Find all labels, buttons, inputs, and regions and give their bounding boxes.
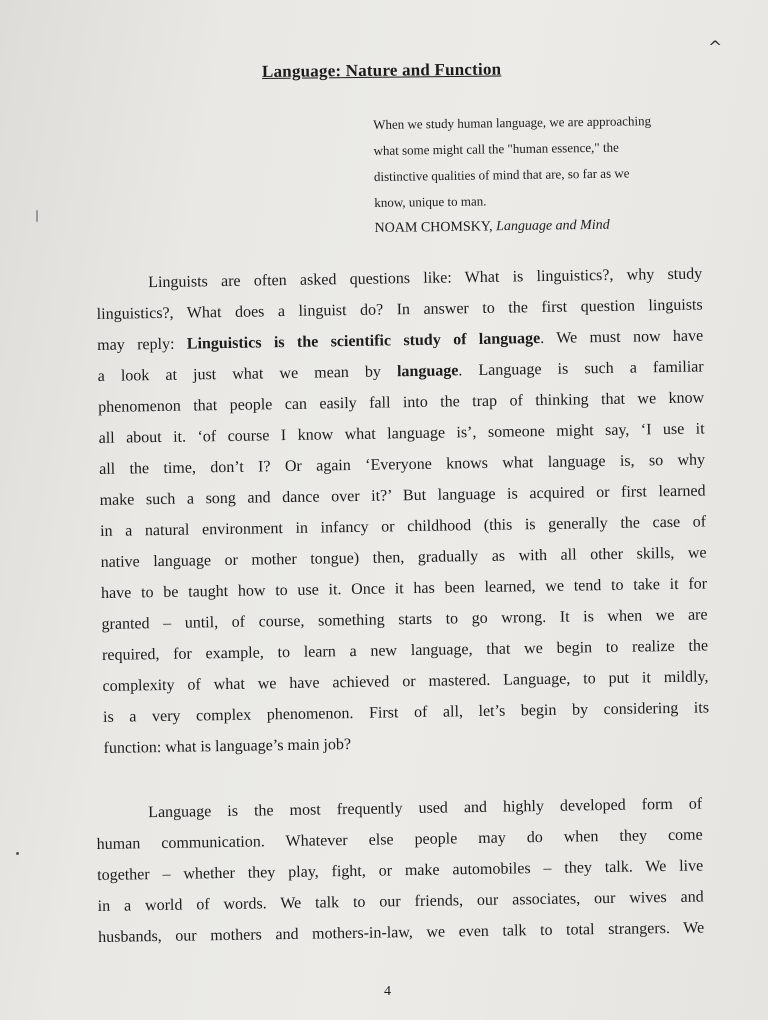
chapter-title: Language: Nature and Function [261, 59, 502, 81]
epigraph-line: what some might call the "human essence," the [373, 139, 619, 158]
text-line: have to be taught how to use it. Once it has been learned, we tend to take it for [100, 575, 708, 602]
epigraph-line: distinctive qualities of mind that are, so far as we [373, 165, 630, 184]
text-line: required, for example, to learn a new language, that we begin to realize the [101, 637, 709, 664]
epigraph-author: NOAM CHOMSKY, [374, 219, 493, 236]
handwritten-margin-mark: ^ [708, 38, 723, 58]
text-line: in a world of words. We talk to our friends, our associates, our wives and [97, 888, 704, 915]
page-number: 4 [384, 984, 391, 999]
text-line: function: what is language’s main job? [103, 736, 352, 757]
text-line: native language or mother tongue) then, gradually as with all other skills, we [100, 544, 707, 571]
paper-speck [36, 210, 38, 222]
text-line: complexity of what we have achieved or mastered. Language, to put it mildly, [102, 668, 709, 695]
paragraph-1 [96, 258, 710, 763]
text-line: human communication. Whatever else people may do when they come [96, 826, 703, 853]
paper-speck [16, 852, 19, 855]
text-run: . Language is such a familiar [458, 358, 704, 380]
paragraph-2 [96, 788, 704, 952]
text-line: together – whether they play, fight, or make automobiles – they talk. We live [97, 857, 704, 884]
epigraph [373, 108, 695, 242]
text-line: is a very complex phenomenon. First of all, let’s begin by considering its [102, 699, 710, 726]
text-line: granted – until, of course, something starts to go wrong. It is when we are [101, 606, 708, 633]
text-line: husbands, our mothers and mothers-in-law, we even talk to total strangers. We [98, 919, 705, 946]
text-run: may reply: [97, 335, 187, 354]
text-line: make such a song and dance over it?’ But language is acquired or first learned [99, 482, 706, 509]
epigraph-line: know, unique to man. [374, 193, 487, 210]
text-line: all about it. ‘of course I know what language is’, someone might say, ‘I use it [98, 420, 705, 447]
text-line: phenomenon that people can easily fall into the trap of thinking that we know [98, 389, 705, 416]
epigraph-work: Language and Mind [496, 217, 610, 235]
text-line: in a natural environment in infancy or childhood (this is generally the case of [100, 513, 707, 540]
text-line: all the time, don’t I? Or again ‘Everyone knows what language is, so why [99, 451, 706, 478]
text-run: a look at just what we mean by [97, 363, 398, 385]
epigraph-attribution [374, 212, 694, 242]
definition-emphasis: Linguistics is the scientific study of language [186, 330, 541, 353]
text-line: Linguists are often asked questions like: What is linguistics?, why study [148, 265, 703, 292]
text-run: . We must now have [540, 327, 704, 348]
text-line: linguistics?, What does a linguist do? In answer to the first question linguists [96, 296, 703, 323]
epigraph-line: When we study human language, we are approaching [373, 113, 652, 132]
term-emphasis: language [396, 362, 459, 381]
text-line: Language is the most frequently used and highly developed form of [148, 795, 703, 822]
